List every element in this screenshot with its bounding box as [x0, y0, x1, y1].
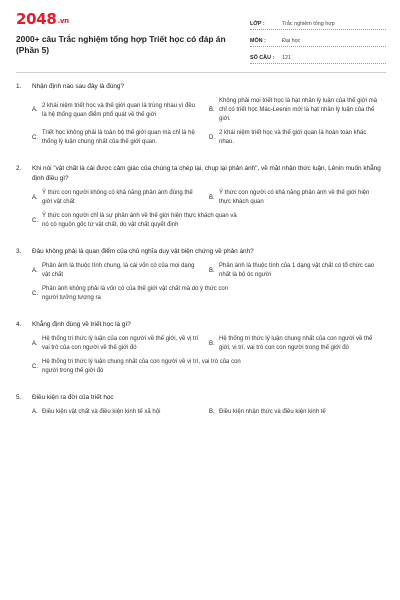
logo-tld: .vn	[57, 17, 69, 25]
option-text: Điều kiện nhận thức và điều kiện kinh tế	[219, 409, 326, 415]
option-letter: A.	[32, 267, 38, 274]
option-a[interactable]	[32, 262, 209, 280]
question-1	[16, 82, 386, 152]
option-c[interactable]	[32, 358, 244, 376]
question-header	[16, 82, 386, 92]
meta-row-class	[250, 16, 386, 30]
header-left	[16, 10, 226, 72]
question-text: Khẳng định đúng về triết học là gì?	[32, 321, 131, 328]
options-list	[16, 97, 386, 152]
question-header	[16, 320, 386, 330]
option-text: Điều kiện vật chất và điều kiện kinh tế xã hội	[42, 409, 161, 415]
document-title-line1: 2000+ câu Trắc nghiệm tổng hợp Triết học có đáp án	[16, 34, 226, 44]
document-title-line2: (Phần 5)	[16, 45, 50, 55]
option-text: Triết học không phải là toàn bộ thế giới quan mà chỉ là hệ thống lý luận chung nhất của thế giới quan.	[42, 130, 195, 145]
meta-label: MÔN :	[250, 38, 266, 44]
option-text: Phản ánh không phải là vốn có của thế giới vật chất mà do ý thức con người tưởng tượng ra	[42, 286, 229, 301]
page-header	[16, 10, 386, 72]
question-header	[16, 247, 386, 257]
option-a[interactable]	[32, 189, 209, 207]
question-4	[16, 320, 386, 381]
option-text: Phản ánh là thuộc tính của 1 dạng vật chất có tổ chức cao nhất là bộ óc người	[219, 263, 375, 278]
option-letter: B.	[209, 107, 215, 113]
option-b[interactable]	[209, 189, 386, 207]
option-a[interactable]	[32, 408, 209, 417]
options-list	[16, 262, 386, 308]
option-text: Hệ thống tri thức lý luận chung nhất của con người về thế giới, vị trí, vai trò con con người trong thế giới đó	[219, 336, 373, 351]
option-letter: C.	[32, 290, 38, 297]
option-c[interactable]	[32, 212, 244, 230]
option-letter: B.	[209, 267, 215, 274]
question-text: Khi nói "vật chất là cái được cảm giác của chúng ta chép lại, chụp lại phản ánh", về mặt nhận thức luận, Lênin muốn khẳng định điều gì?	[32, 165, 381, 182]
option-text: Ý thức con người chỉ là sự phản ánh về thế giới hiện thực khách quan và nó có nguồn gốc từ vật chất, do vật chất quyết định	[42, 213, 237, 228]
question-header	[16, 393, 386, 403]
option-a[interactable]	[32, 97, 209, 124]
question-number: 4.	[16, 321, 22, 328]
question-header	[16, 164, 386, 184]
option-letter: B.	[209, 409, 215, 415]
question-5	[16, 393, 386, 422]
option-text: Phản ánh là thuộc tính chung, là cái vốn có của mọi dạng vật chất	[42, 263, 195, 278]
option-a[interactable]	[32, 335, 209, 353]
question-text: Điều kiện ra đời của triết học	[32, 394, 114, 401]
option-letter: C.	[32, 217, 38, 224]
meta-info	[250, 16, 386, 72]
option-letter: C.	[32, 134, 38, 141]
question-number: 1.	[16, 83, 22, 90]
question-number: 5.	[16, 394, 22, 401]
option-letter: A.	[32, 194, 38, 201]
meta-label: LỚP :	[250, 21, 265, 27]
option-text: 2 khái niệm triết học và thế giới quan là hoàn toàn khác nhau.	[219, 130, 367, 145]
site-logo[interactable]	[16, 10, 226, 30]
option-text: Ý thức con người không có khả năng phản ánh đúng thế giới vật chất	[42, 190, 193, 205]
option-letter: C.	[32, 363, 38, 370]
option-b[interactable]	[209, 97, 386, 124]
option-text: Hệ thống tri thức lý luận của con người về thế giới, về vị trí vai trò của con người về thế giới đó	[42, 336, 199, 351]
meta-value: Đại học	[282, 38, 301, 44]
meta-value: Trắc nghiệm tổng hợp	[282, 21, 335, 27]
options-list	[16, 335, 386, 381]
question-number: 2.	[16, 165, 22, 172]
question-text: Nhận định nào sau đây là đúng?	[32, 83, 125, 90]
option-c[interactable]	[32, 285, 244, 303]
option-letter: B.	[209, 194, 215, 201]
option-letter: A.	[32, 340, 38, 347]
header-divider	[16, 72, 386, 73]
option-d[interactable]	[209, 129, 386, 147]
meta-row-subject	[250, 33, 386, 47]
question-2	[16, 164, 386, 235]
option-b[interactable]	[209, 262, 386, 280]
option-letter: A.	[32, 107, 38, 113]
option-b[interactable]	[209, 335, 386, 353]
option-text: Hệ thống tri thức lý luận chung nhất của con người về vị trí, vai trò của con người trong thế giới đó	[42, 359, 241, 374]
question-number: 3.	[16, 248, 22, 255]
option-letter: B.	[209, 340, 215, 347]
option-letter: A.	[32, 409, 38, 415]
meta-row-count	[250, 50, 386, 64]
document-title	[16, 34, 226, 56]
option-c[interactable]	[32, 129, 209, 147]
option-letter: D.	[209, 134, 215, 141]
option-text: 2 khái niệm triết học và thế giới quan là trùng nhau vì đều là hệ thống quan điểm phổ quát về thế giới	[42, 102, 196, 118]
question-text: Đâu không phải là quan điểm của chủ nghĩa duy vật biện chứng về phản ánh?	[32, 248, 254, 255]
option-b[interactable]	[209, 408, 386, 417]
options-list	[16, 189, 386, 235]
option-text: Ý thức con người có khả năng phản ánh về thế giới hiện thực khách quan	[219, 190, 370, 205]
option-text: Không phải mọi triết học là hạt nhân lý luận của thế giới mà chỉ có triết học Mác-Leenin mới là hạt nhân lý luận của thế giới.	[219, 98, 378, 122]
options-list	[16, 408, 386, 422]
question-3	[16, 247, 386, 308]
meta-label: SỐ CÂU :	[250, 55, 275, 61]
logo-main: 2048	[16, 10, 57, 28]
meta-value: 121	[282, 55, 291, 61]
